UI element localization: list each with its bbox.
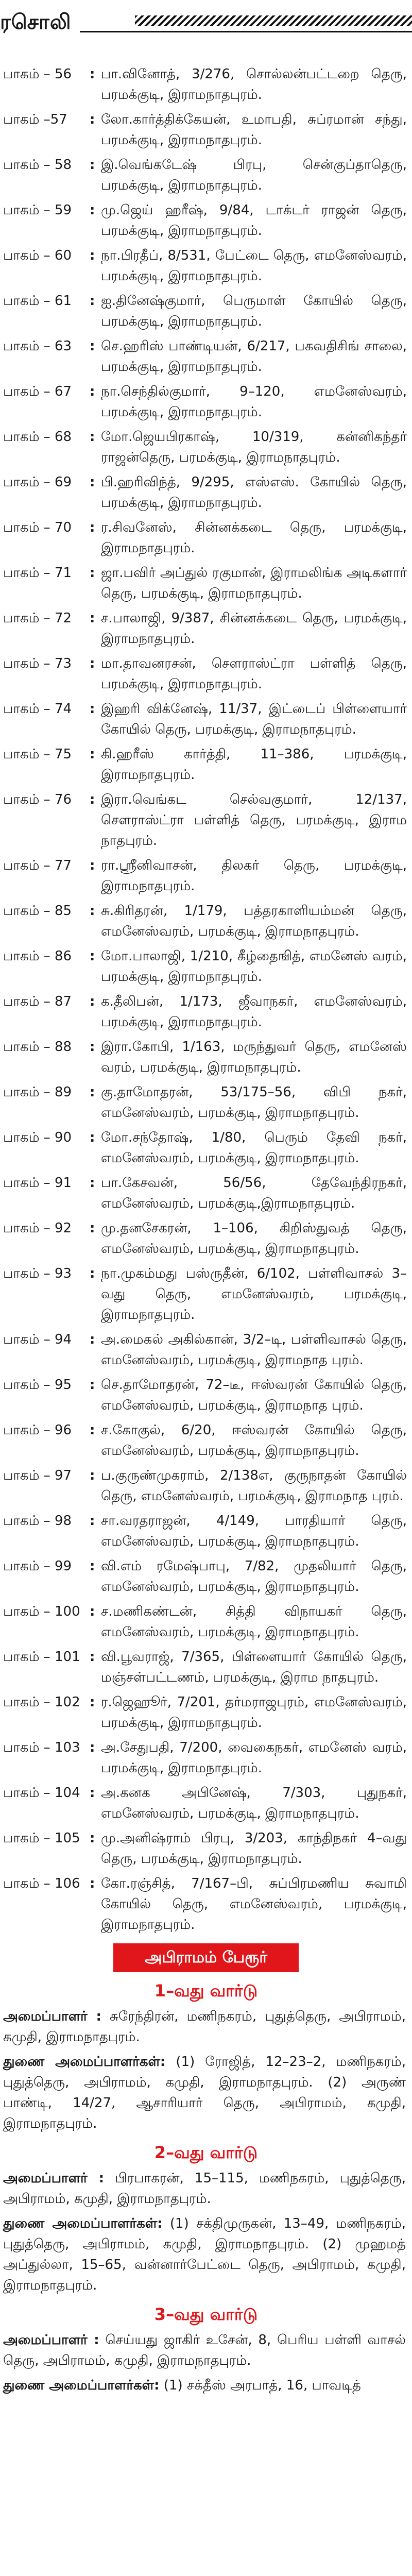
colon-separator: :	[90, 656, 95, 671]
list-item	[3, 653, 407, 694]
colon-separator: :	[90, 384, 95, 399]
member-details: நா.பிரதீப், 8/531, பேட்டை தெரு, எமனேஸ்வரம், பரமக்குடி, இராமநாதபுரம்.	[101, 248, 407, 284]
colon-separator: :	[90, 248, 95, 263]
ward-heading: 2–வது வார்டு	[154, 2143, 258, 2162]
colon-separator: :	[90, 948, 95, 964]
booth-number: பாகம் – 73	[3, 656, 72, 671]
booth-number: பாகம் – 96	[3, 1422, 72, 1438]
member-details: கு.தாமோதரன், 53/175–56, விபி நகர், எமனேஸ்வரம், பரமக்குடி, இராமநாதபுரம்.	[101, 1084, 407, 1121]
member-details: பி.ஹரிவிந்த், 9/295, எஸ்எஸ். கோயில் தெரு, பரமக்குடி, இராமநாதபுரம்.	[101, 474, 407, 511]
colon-separator: :	[90, 1740, 95, 1755]
section-title: அபிராமம் பேரூர்	[113, 1943, 299, 1972]
list-item	[3, 245, 407, 286]
colon-separator: :	[90, 66, 95, 82]
list-item	[3, 901, 407, 942]
colon-separator: :	[90, 1221, 95, 1236]
booth-number: பாகம் – 95	[3, 1377, 72, 1393]
booth-number: பாகம் – 92	[3, 1221, 72, 1236]
ward-blocks	[0, 1977, 412, 2396]
booth-number: பாகம் – 86	[3, 948, 72, 964]
colon-separator: :	[90, 338, 95, 354]
colon-separator: :	[90, 1332, 95, 1347]
colon-separator: :	[90, 1377, 95, 1393]
colon-separator: :	[90, 701, 95, 717]
member-details: ர.சிவனேஸ், சின்னக்கடை தெரு, பரமக்குடி, இராமநாதபுரம்.	[101, 520, 407, 556]
colon-separator: :	[90, 202, 95, 218]
booth-number: பாகம் – 104	[3, 1785, 80, 1801]
colon-separator: :	[90, 994, 95, 1009]
booth-number: பாகம் – 101	[3, 1649, 80, 1665]
ward-list	[0, 64, 412, 1935]
booth-number: பாகம் – 94	[3, 1332, 72, 1347]
member-details: கி.ஹரீஸ் கார்த்தி, 11–386, பரமக்குடி, இராமநாதபுரம்.	[101, 747, 407, 783]
booth-number: பாகம் – 60	[3, 248, 72, 263]
member-details: ப.குருண்முகராம், 2/138எ, குருநாதன் கோயில் தெரு, எமனேஸ்வரம், பரமக்குடி, இராமநாத புரம்.	[101, 1468, 407, 1504]
booth-number: பாகம் – 85	[3, 903, 72, 919]
colon-separator: :	[90, 1604, 95, 1619]
list-item	[3, 1828, 407, 1869]
colon-separator: :	[90, 1558, 95, 1574]
list-item	[3, 155, 407, 196]
ward-member-paragraph	[0, 2006, 412, 2047]
list-item	[3, 1329, 407, 1370]
booth-number: பாகம் – 91	[3, 1175, 72, 1191]
member-details: அ.மைகல் அகில்கான், 3/2–டி, பள்ளிவாசல் தெரு, எமனேஸ்வரம், பரமக்குடி, இராமநாத புரம்.	[101, 1332, 407, 1368]
list-item	[3, 1737, 407, 1778]
list-item	[3, 64, 407, 105]
member-details: வி.எம் ரமேஷ்பாபு, 7/82, முதலியார் தெரு, எமனேஸ்வரம், பரமக்குடி, இராமநாதபுரம்.	[101, 1558, 407, 1595]
colon-separator: :	[90, 1084, 95, 1100]
booth-number: பாகம் – 100	[3, 1604, 80, 1619]
colon-separator: :	[90, 1513, 95, 1529]
member-details: மோ.சந்தோஷ், 1/80, பெரும் தேவி நகர், எமனேஸ்வரம், பரமக்குடி, இராமநாதபுரம்.	[101, 1130, 407, 1166]
colon-separator: :	[90, 112, 95, 127]
booth-number: பாகம் – 99	[3, 1558, 72, 1574]
list-item	[3, 1465, 407, 1506]
list-item	[3, 608, 407, 649]
booth-number: பாகம் –57	[3, 112, 67, 127]
member-details: அ.சேதுபதி, 7/200, வைகைநகர், எமனேஸ் வரம், பரமக்குடி, இராமநாதபுரம்.	[101, 1740, 407, 1776]
booth-number: பாகம் – 89	[3, 1084, 72, 1100]
member-details: நா.செந்தில்குமார், 9–120, எமனேஸ்வரம், பரமக்குடி, இராமநாதபுரம்.	[101, 384, 407, 420]
booth-number: பாகம் – 59	[3, 202, 72, 218]
booth-number: பாகம் – 106	[3, 1876, 80, 1891]
ward-member-paragraph	[0, 2375, 412, 2396]
booth-number: பாகம் – 63	[3, 338, 72, 354]
list-item	[3, 855, 407, 896]
role-details: பிரபாகரன், 15–115, மணிநகரம், புதுத்தெரு, அபிராமம், கமுதி, இராமநாதபுரம்.	[3, 2171, 406, 2207]
colon-separator: :	[90, 903, 95, 919]
member-details: அ.கனக அபினேஷ், 7/303, புதுநகர், எமனேஸ்வரம், பரமக்குடி, இராமநாதபுரம்.	[101, 1785, 407, 1821]
booth-number: பாகம் – 77	[3, 858, 72, 873]
list-item	[3, 1783, 407, 1824]
list-item	[3, 381, 407, 422]
colon-separator: :	[90, 858, 95, 873]
role-details: (1) ரோஜித், 12–23–2, மணிநகரம், புதுத்தெரு, அபிராமம், கமுதி, இராமநாதபுரம். (2) அருண் பாண்டி, 14/27, ஆசாரியார் தெரு, அபிராமம், கமுதி, இராமநாதபுரம்.	[3, 2054, 406, 2131]
member-details: ஜா.பவிர் அப்துல் ரகுமான், இராமலிங்க அடிகளார் தெரு, பரமக்குடி, இராமநாதபுரம்.	[101, 565, 407, 601]
booth-number: பாகம் – 56	[3, 66, 72, 82]
list-item	[3, 1692, 407, 1733]
list-item	[3, 744, 407, 785]
ward-member-paragraph	[0, 2330, 412, 2371]
role-label: அமைப்பாளர் :	[3, 2332, 99, 2348]
colon-separator: :	[90, 1831, 95, 1846]
member-details: ஐ.தினேஷ்குமார், பெருமாள் கோயில் தெரு, பரமக்குடி, இராமநாதபுரம்.	[101, 293, 407, 329]
list-item	[3, 1647, 407, 1688]
list-item	[3, 1375, 407, 1416]
member-details: ரா.ஸ்ரீனிவாசன், திலகர் தெரு, பரமக்குடி, இராமநாதபுரம்.	[101, 858, 407, 894]
masthead	[0, 0, 412, 64]
masthead-hatch-bar	[135, 15, 412, 26]
booth-number: பாகம் – 75	[3, 747, 72, 762]
colon-separator: :	[90, 474, 95, 490]
booth-number: பாகம் – 68	[3, 429, 72, 445]
member-details: ச.பாலாஜி, 9/387, சின்னக்கடை தெரு, பரமக்குடி, இராமநாதபுரம்.	[101, 611, 407, 647]
abiramam-section	[0, 1943, 412, 2396]
booth-number: பாகம் – 67	[3, 384, 72, 399]
list-item	[3, 789, 407, 851]
list-item	[3, 699, 407, 740]
list-item	[3, 1556, 407, 1597]
booth-number: பாகம் – 69	[3, 474, 72, 490]
booth-number: பாகம் – 98	[3, 1513, 72, 1529]
role-label: துணை அமைப்பாளர்கள்:	[3, 2054, 166, 2070]
role-label: அமைப்பாளர் :	[3, 2171, 105, 2186]
role-label: துணை அமைப்பாளர்கள்:	[3, 2216, 163, 2231]
colon-separator: :	[90, 157, 95, 173]
member-details: நா.முகம்மது பஸ்ருதீன், 6/102, பள்ளிவாசல் 3–வது தெரு, எமனேஸ்வரம், பரமக்குடி, இராமநாதபுரம்.	[101, 1266, 407, 1323]
booth-number: பாகம் – 72	[3, 611, 72, 626]
booth-number: பாகம் – 97	[3, 1468, 72, 1483]
member-details: சா.வரதராஜன், 4/149, பாரதியார் தெரு, எமனேஸ்வரம், பரமக்குடி, இராமநாதபுரம்.	[101, 1513, 407, 1549]
member-details: செ.ஹரிஸ் பாண்டியன், 6/217, பகவதிசிங் சாலை, பரமக்குடி, இராமநாதபுரம்.	[101, 338, 407, 375]
role-label: துணை அமைப்பாளர்கள்:	[3, 2378, 160, 2393]
member-details: ர.ஜெஹூர், 7/201, தர்மராஜபுரம், எமனேஸ்வரம், பரமக்குடி, இராமநாதபுரம்.	[101, 1694, 407, 1731]
colon-separator: :	[90, 747, 95, 762]
colon-separator: :	[90, 1039, 95, 1055]
booth-number: பாகம் – 71	[3, 565, 72, 581]
member-details: செ.தாமோதரன், 72–டீ, ஈஸ்வரன் கோயில் தெரு, எமனேஸ்வரம், பரமக்குடி, இராமநாத புரம்.	[101, 1377, 407, 1413]
member-details: பா.வினோத், 3/276, சொல்லன்பட்டறை தெரு, பரமக்குடி, இராமநாதபுரம்.	[101, 66, 407, 103]
member-details: மு.ஜெய் ஹரீஷ், 9/84, டாக்டர் ராஜன் தெரு, பரமக்குடி, இராமநாதபுரம்.	[101, 202, 407, 239]
list-item	[3, 1037, 407, 1078]
booth-number: பாகம் – 74	[3, 701, 72, 717]
member-details: க.தீலிபன், 1/173, ஜீவாநகர், எமனேஸ்வரம், பரமக்குடி, இராமநாதபுரம்.	[101, 994, 407, 1030]
colon-separator: :	[90, 1694, 95, 1710]
list-item	[3, 1420, 407, 1461]
ward-member-paragraph	[0, 2168, 412, 2209]
booth-number: பாகம் – 61	[3, 293, 72, 309]
list-item	[3, 1601, 407, 1642]
member-details: இரா.கோபி, 1/163, மருந்துவர் தெரு, எமனேஸ் வரம், பரமக்குடி, இராமநாதபுரம்.	[101, 1039, 407, 1075]
colon-separator: :	[90, 429, 95, 445]
role-label: அமைப்பாளர் :	[3, 2009, 101, 2024]
member-details: மு.தனசேகரன், 1–106, கிறிஸ்துவத் தெரு, எமனேஸ்வரம், பரமக்குடி, இராமநாதபுரம்.	[101, 1221, 407, 1257]
colon-separator: :	[90, 1422, 95, 1438]
member-details: இரா.வெங்கட செல்வகுமார், 12/137, சௌராஸ்ட்ரா பள்ளித் தெரு, பரமக்குடி, இராம நாதபுரம்.	[101, 792, 407, 849]
member-details: வி.பூவராஜ், 7/365, பிள்ளையார் கோயில் தெரு, மஞ்சள்பட்டணம், பரமக்குடி, இராம நாதபுரம்.	[101, 1649, 407, 1685]
colon-separator: :	[90, 1649, 95, 1665]
colon-separator: :	[90, 1266, 95, 1281]
colon-separator: :	[90, 611, 95, 626]
ward-heading: 1–வது வார்டு	[154, 1981, 258, 2001]
ward-heading: 3–வது வார்டு	[154, 2304, 258, 2324]
role-details: (1) சக்திமுருகன், 13–49, மணிநகரம், புதுத்தெரு, அபிராமம், கமுதி, இராமநாதபுரம். (2) முஹமத் அப்துல்லா, 15–65, வன்னார்பேட்டை தெரு, அபிராமம், கமுதி, இராமநாதபுரம்.	[3, 2216, 406, 2293]
member-details: மா.தாவனரசன், சௌராஸ்ட்ரா பள்ளித் தெரு, பரமக்குடி, இராமநாதபுரம்.	[101, 656, 407, 692]
member-details: மோ.ஜெயபிரகாஷ், 10/319, கன்னிகந்தர் ராஜன்தெரு, பரமக்குடி, இராமநாதபுரம்.	[101, 429, 407, 465]
member-details: ச.கோகுல், 6/20, ஈஸ்வரன் கோயில் தெரு, எமனேஸ்வரம், பரமக்குடி, இராமநாதபுரம்.	[101, 1422, 407, 1459]
list-item	[3, 517, 407, 558]
newspaper-title: ரசொலி	[0, 10, 80, 37]
member-details: மு.அனிஷ்ராம் பிரபு, 3/203, காந்திநகர் 4–வது தெரு, பரமக்குடி, இராமநாதபுரம்.	[101, 1831, 407, 1867]
list-item	[3, 1873, 407, 1935]
list-item	[3, 991, 407, 1032]
colon-separator: :	[90, 520, 95, 535]
list-item	[3, 1127, 407, 1168]
booth-number: பாகம் – 105	[3, 1831, 80, 1846]
list-item	[3, 1263, 407, 1325]
booth-number: பாகம் – 102	[3, 1694, 80, 1710]
list-item	[3, 336, 407, 377]
list-item	[3, 1082, 407, 1123]
booth-number: பாகம் – 70	[3, 520, 72, 535]
ward-member-paragraph	[0, 2213, 412, 2296]
list-item	[3, 109, 407, 150]
booth-number: பாகம் – 58	[3, 157, 72, 173]
list-item	[3, 1511, 407, 1552]
role-details: (1) சக்தீஸ் அரபாத், 16, பாவடித்	[163, 2378, 361, 2393]
colon-separator: :	[90, 1175, 95, 1191]
colon-separator: :	[90, 1468, 95, 1483]
member-details: இஹரி விக்னேஷ், 11/37, இட்டைப் பிள்ளையார் கோயில் தெரு, பரமக்குடி, இராமநாதபுரம்.	[101, 701, 407, 737]
member-details: சு.கிரிதரன், 1/179, பத்தரகாளியம்மன் தெரு, எமனேஸ்வரம், பரமக்குடி, இராமநாதபுரம்.	[101, 903, 407, 939]
booth-number: பாகம் – 103	[3, 1740, 80, 1755]
member-details: பா.கேசவன், 56/56, தேவேந்திரநகர், எமனேஸ்வரம், பரமக்குடி,இராமநாதபுரம்.	[101, 1175, 407, 1211]
list-item	[3, 563, 407, 604]
colon-separator: :	[90, 1876, 95, 1891]
member-details: மோ.பாலாஜி, 1/210, கீழ்தைஙித், எமனேஸ் வரம், பரமக்குடி, இராமநாதபுரம்.	[101, 948, 407, 985]
member-details: இ.வெங்கடேஷ் பிரபு, சென்குப்தாதெரு, பரமக்குடி, இராமநாதபுரம்.	[101, 157, 407, 193]
role-details: செய்யது ஜாகிர் உசேன், 8, பெரிய பள்ளி வாசல் தெரு, அபிராமம், கமுதி, இராமநாதபுரம்.	[3, 2332, 406, 2368]
booth-number: பாகம் – 93	[3, 1266, 72, 1281]
colon-separator: :	[90, 1785, 95, 1801]
colon-separator: :	[90, 293, 95, 309]
list-item	[3, 291, 407, 332]
ward-member-paragraph	[0, 2052, 412, 2134]
list-item	[3, 1218, 407, 1259]
booth-number: பாகம் – 87	[3, 994, 72, 1009]
colon-separator: :	[90, 1130, 95, 1145]
list-item	[3, 946, 407, 987]
member-details: லோ.கார்த்திக்கேயன், உமாபதி, சுப்ரமான் சந்து, பரமக்குடி, இராமநாதபுரம்.	[101, 112, 407, 148]
list-item	[3, 427, 407, 468]
member-details: கோ.ரஞ்சித், 7/167–பி, சுப்பிரமணிய சுவாமி கோயில் தெரு, எமனேஸ்வரம், பரமக்குடி, இராமநாதபுரம்.	[101, 1876, 407, 1933]
booth-number: பாகம் – 76	[3, 792, 72, 807]
list-item	[3, 472, 407, 513]
role-details: சுரேந்திரன், மணிநகரம், புதுத்தெரு, அபிராமம், கமுதி, இராமநாதபுரம்.	[3, 2009, 406, 2045]
booth-number: பாகம் – 90	[3, 1130, 72, 1145]
list-item	[3, 1173, 407, 1214]
list-item	[3, 200, 407, 241]
booth-number: பாகம் – 88	[3, 1039, 72, 1055]
member-details: ச.மணிகண்டன், சித்தி விநாயகர் தெரு, எமனேஸ்வரம், பரமக்குடி, இராமநாதபுரம்.	[101, 1604, 407, 1640]
colon-separator: :	[90, 565, 95, 581]
colon-separator: :	[90, 792, 95, 807]
